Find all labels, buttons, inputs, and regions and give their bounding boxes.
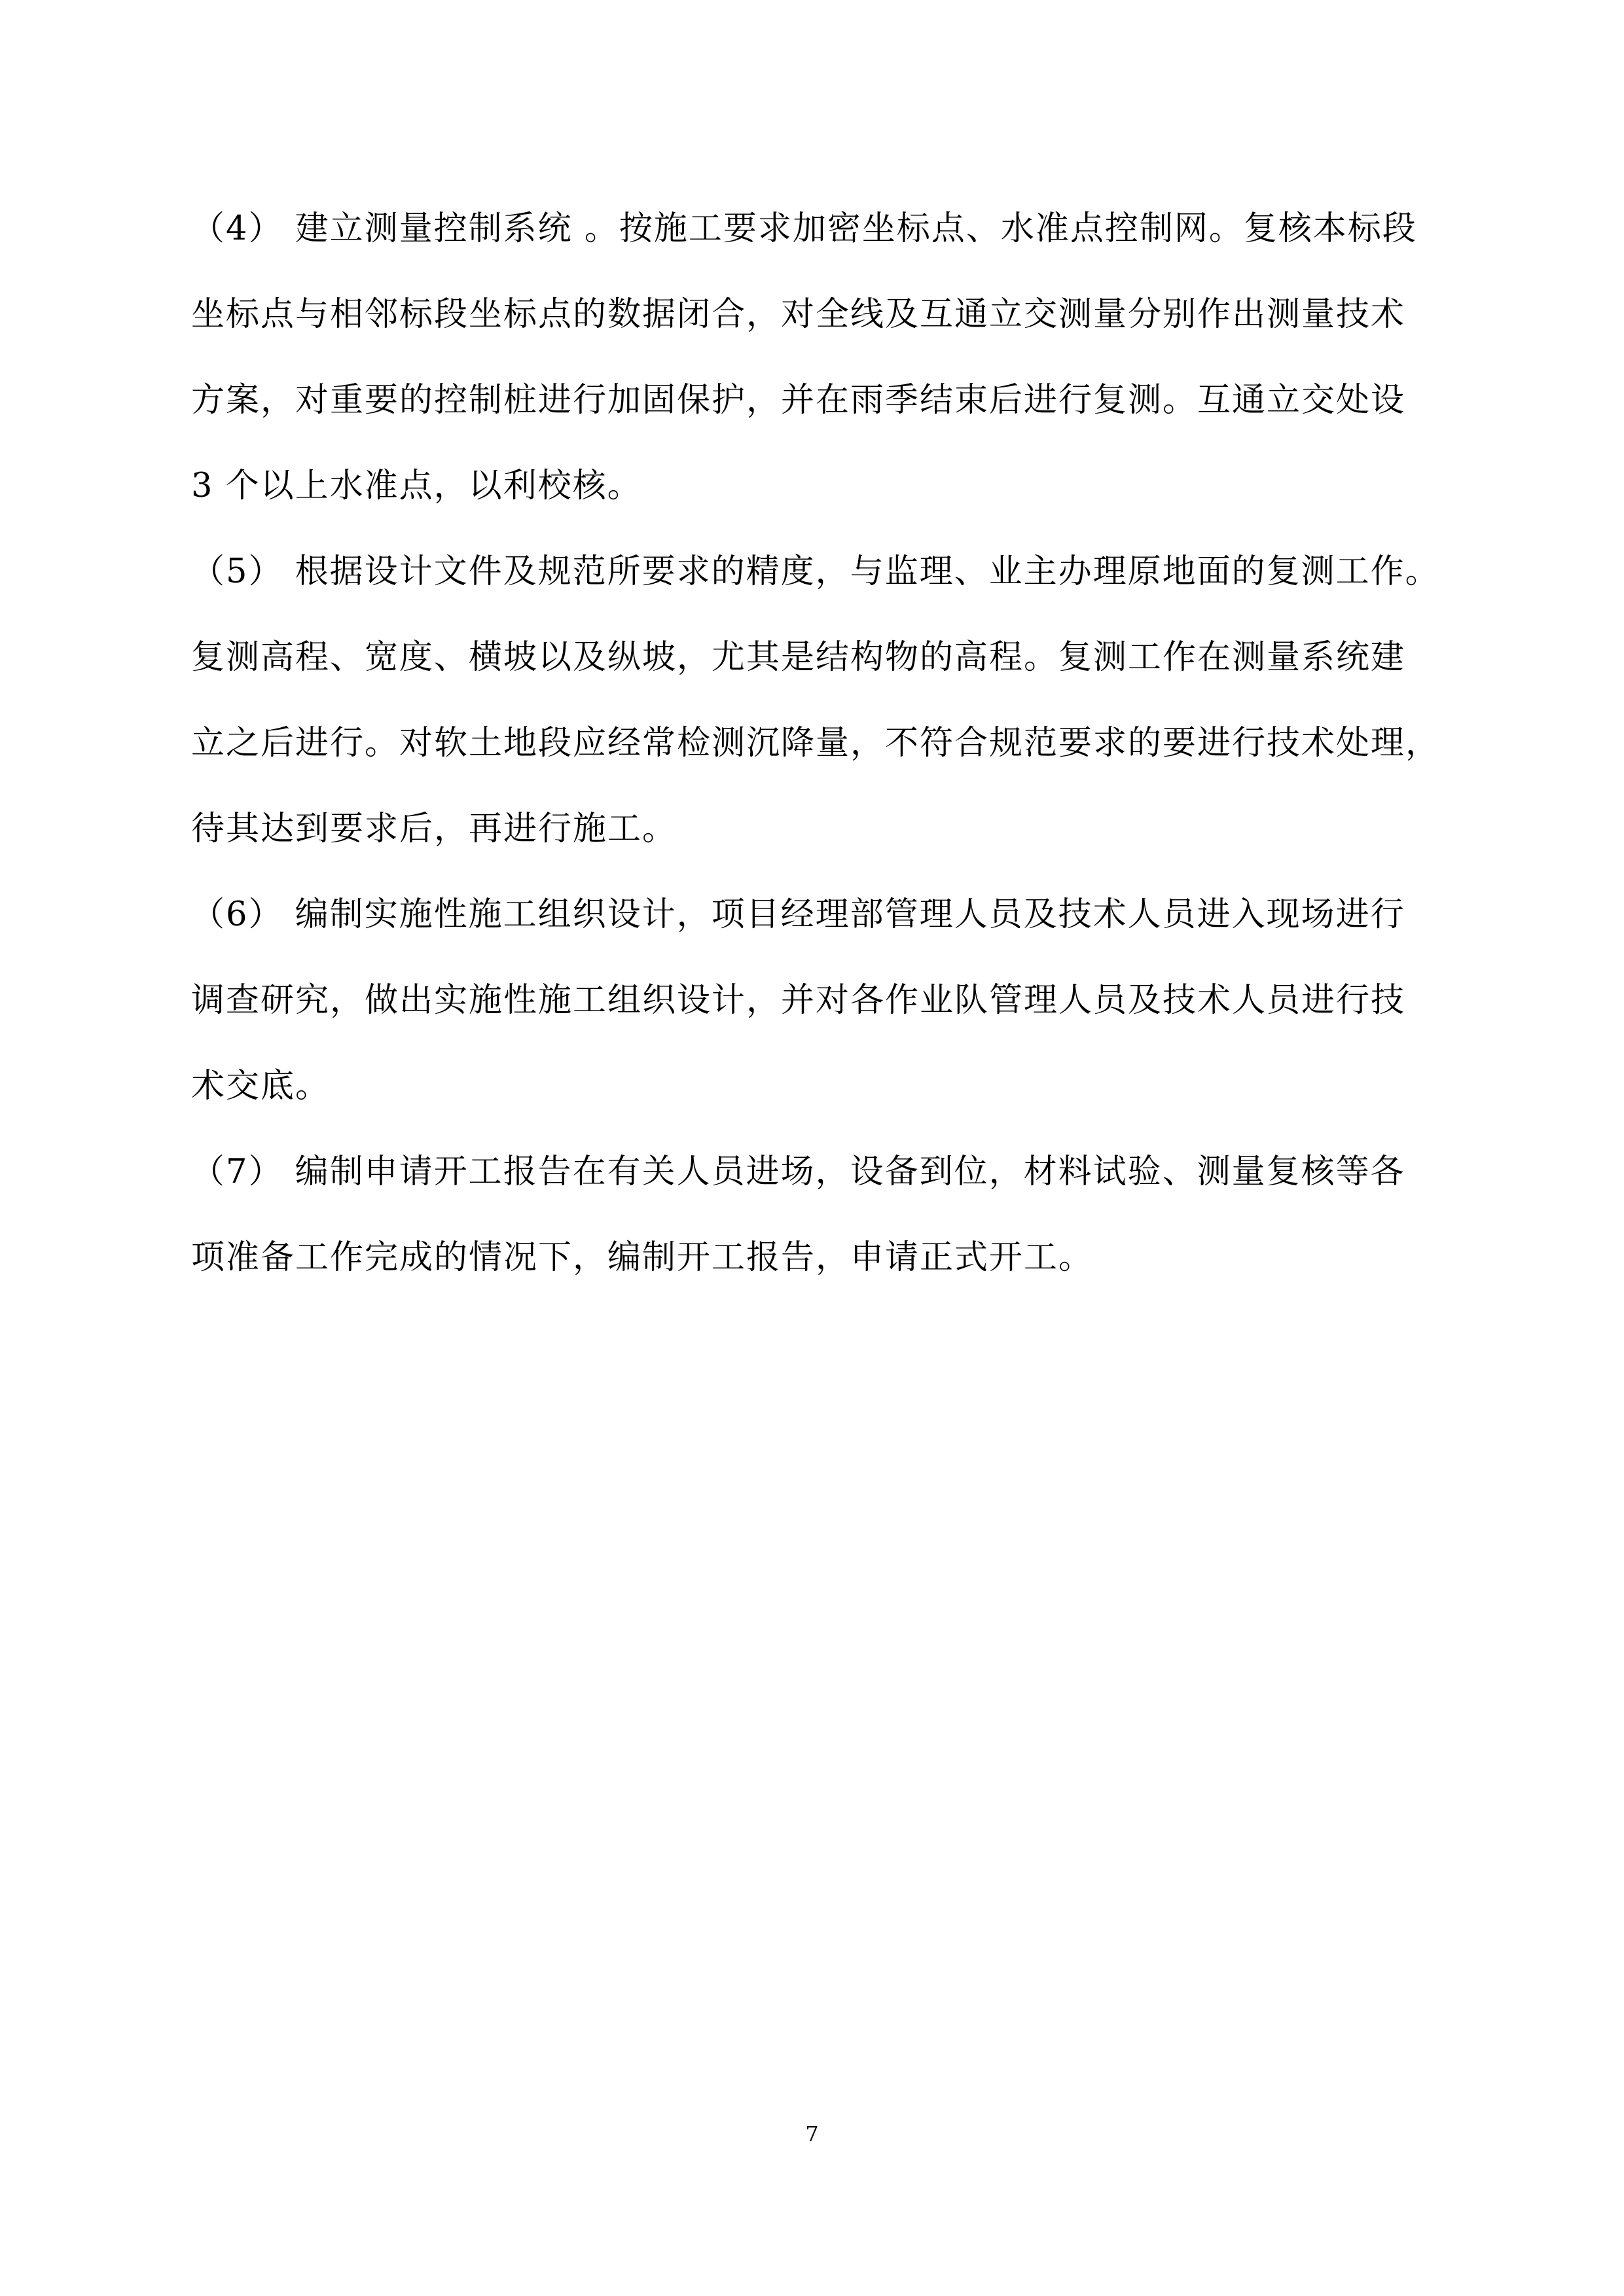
paragraph-4-line-3: 方案，对重要的控制桩进行加固保护，并在雨季结束后进行复测。互通立交处设	[191, 381, 1406, 420]
paragraph-4-line-4: 3 个以上水准点，以利校核。	[191, 467, 642, 505]
paragraph-5-line-4: 待其达到要求后，再进行施工。	[191, 810, 677, 848]
paragraph-6-line-2: 调查研究，做出实施性施工组织设计，并对各作业队管理人员及技术人员进行技	[191, 981, 1406, 1020]
paragraph-6-line-3: 术交底。	[191, 1067, 331, 1105]
paragraph-5-line-3: 立之后进行。对软土地段应经常检测沉降量，不符合规范要求的要进行技术处理，	[191, 724, 1441, 762]
paragraph-4-line-1: （4） 建立测量控制系统 。按施工要求加密坐标点、水准点控制网。复核本标段	[191, 209, 1417, 248]
paragraph-7-line-2: 项准备工作完成的情况下，编制开工报告，申请正式开工。	[191, 1238, 1094, 1277]
paragraph-5-line-2: 复测高程、宽度、横坡以及纵坡，尤其是结构物的高程。复测工作在测量系统建	[191, 638, 1406, 677]
paragraph-5-line-1: （5） 根据设计文件及规范所要求的精度，与监理、业主办理原地面的复测工作。	[191, 552, 1440, 591]
paragraph-6-line-1: （6） 编制实施性施工组织设计，项目经理部管理人员及技术人员进入现场进行	[191, 895, 1405, 934]
page-number: 7	[805, 2121, 819, 2146]
paragraph-4-line-2: 坐标点与相邻标段坐标点的数据闭合，对全线及互通立交测量分别作出测量技术	[191, 295, 1406, 334]
paragraph-7-line-1: （7） 编制申请开工报告在有关人员进场，设备到位，材料试验、测量复核等各	[191, 1153, 1405, 1191]
